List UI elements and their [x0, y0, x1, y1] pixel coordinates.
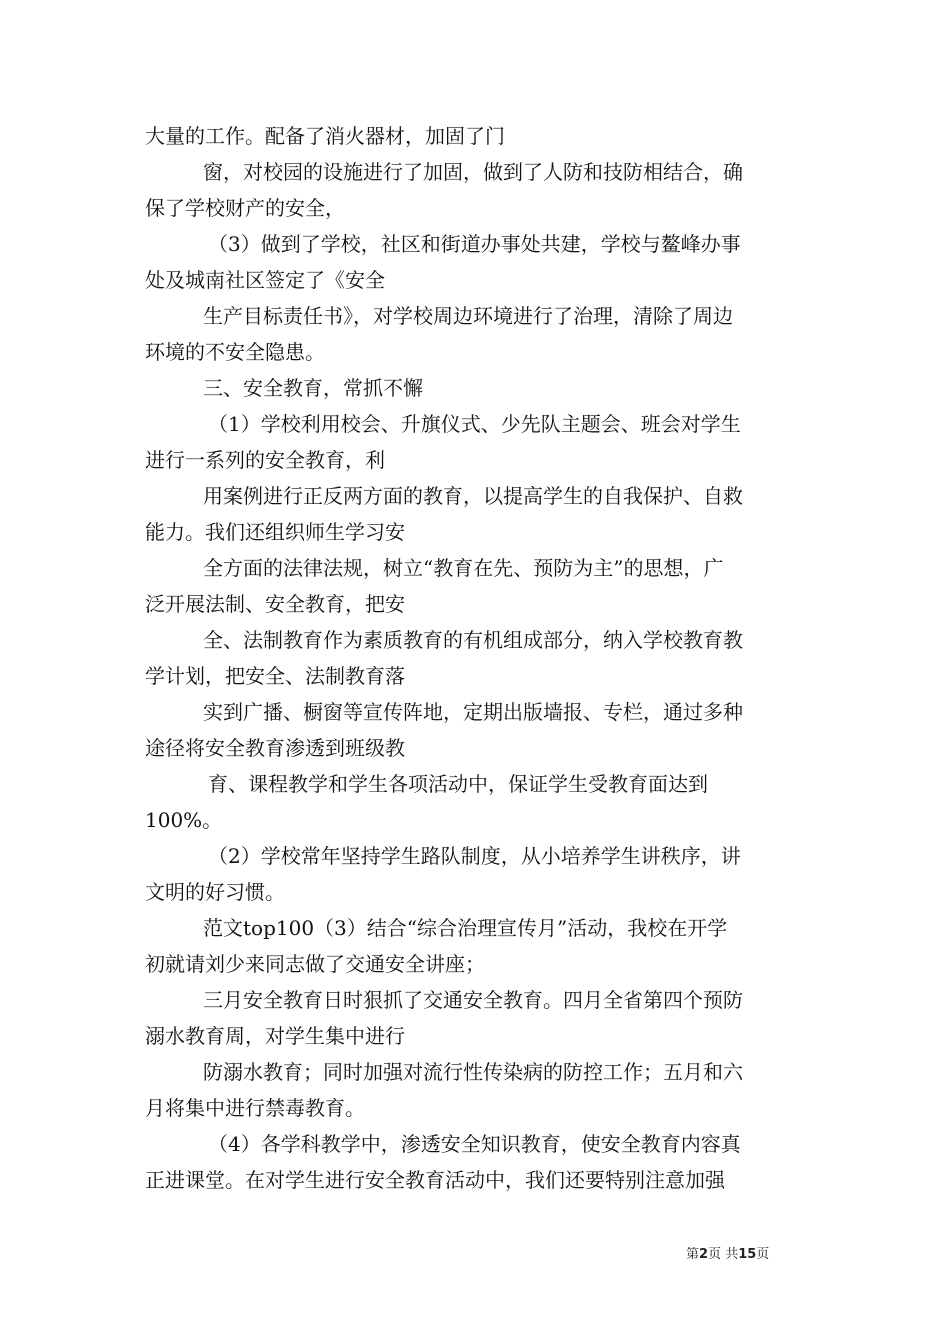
page-number-footer — [686, 1246, 769, 1264]
footer-prefix: 第 — [686, 1247, 700, 1262]
text-line: 窗，对校园的设施进行了加固，做到了人防和技防相结合，确 — [203, 160, 743, 184]
text-line: （1）学校利用校会、升旗仪式、少先队主题会、班会对学生 — [208, 412, 741, 436]
text-line: 初就请刘少来同志做了交通安全讲座； — [145, 952, 485, 976]
text-line: 文明的好习惯。 — [145, 880, 285, 904]
text-line: 溺水教育周，对学生集中进行 — [145, 1024, 405, 1048]
text-line: 处及城南社区签定了《安全 — [145, 268, 385, 292]
text-line: 正进课堂。在对学生进行安全教育活动中，我们还要特别注意加强 — [145, 1168, 725, 1192]
text-line: 环境的不安全隐患。 — [145, 340, 325, 364]
text-line: 保了学校财产的安全， — [145, 196, 345, 220]
text-line: （4）各学科教学中，渗透安全知识教育，使安全教育内容真 — [208, 1132, 741, 1156]
text-line: 实到广播、橱窗等宣传阵地，定期出版墙报、专栏，通过多种 — [203, 700, 743, 724]
text-line: 范文top100（3）结合“综合治理宣传月”活动，我校在开学 — [203, 916, 728, 940]
text-line: （3）做到了学校，社区和街道办事处共建，学校与鳌峰办事 — [208, 232, 741, 256]
text-line: 100%。 — [145, 808, 223, 832]
total-pages-number: 15 — [738, 1247, 757, 1262]
text-line: 月将集中进行禁毒教育。 — [145, 1096, 365, 1120]
text-line: 途径将安全教育渗透到班级教 — [145, 736, 405, 760]
text-line: 全、法制教育作为素质教育的有机组成部分，纳入学校教育教 — [203, 628, 743, 652]
text-line: 进行一系列的安全教育，利 — [145, 448, 385, 472]
current-page-number: 2 — [699, 1247, 709, 1262]
footer-middle: 页 共 — [708, 1247, 739, 1262]
text-line: 三月安全教育日时狠抓了交通安全教育。四月全省第四个预防 — [203, 988, 743, 1012]
text-line: 育、课程教学和学生各项活动中，保证学生受教育面达到 — [208, 772, 708, 796]
text-line: （2）学校常年坚持学生路队制度，从小培养学生讲秩序，讲 — [208, 844, 741, 868]
section-heading: 三、安全教育，常抓不懈 — [203, 376, 423, 400]
text-line: 泛开展法制、安全教育，把安 — [145, 592, 405, 616]
text-line: 生产目标责任书》，对学校周边环境进行了治理，清除了周边 — [203, 304, 733, 328]
text-line: 能力。我们还组织师生学习安 — [145, 520, 405, 544]
text-line: 防溺水教育；同时加强对流行性传染病的防控工作；五月和六 — [203, 1060, 743, 1084]
text-line: 学计划，把安全、法制教育落 — [145, 664, 405, 688]
text-line: 全方面的法律法规，树立“教育在先、预防为主”的思想，广 — [203, 556, 724, 580]
footer-suffix: 页 — [756, 1247, 770, 1262]
text-line: 大量的工作。配备了消火器材，加固了门 — [145, 124, 505, 148]
text-line: 用案例进行正反两方面的教育，以提高学生的自我保护、自救 — [203, 484, 743, 508]
